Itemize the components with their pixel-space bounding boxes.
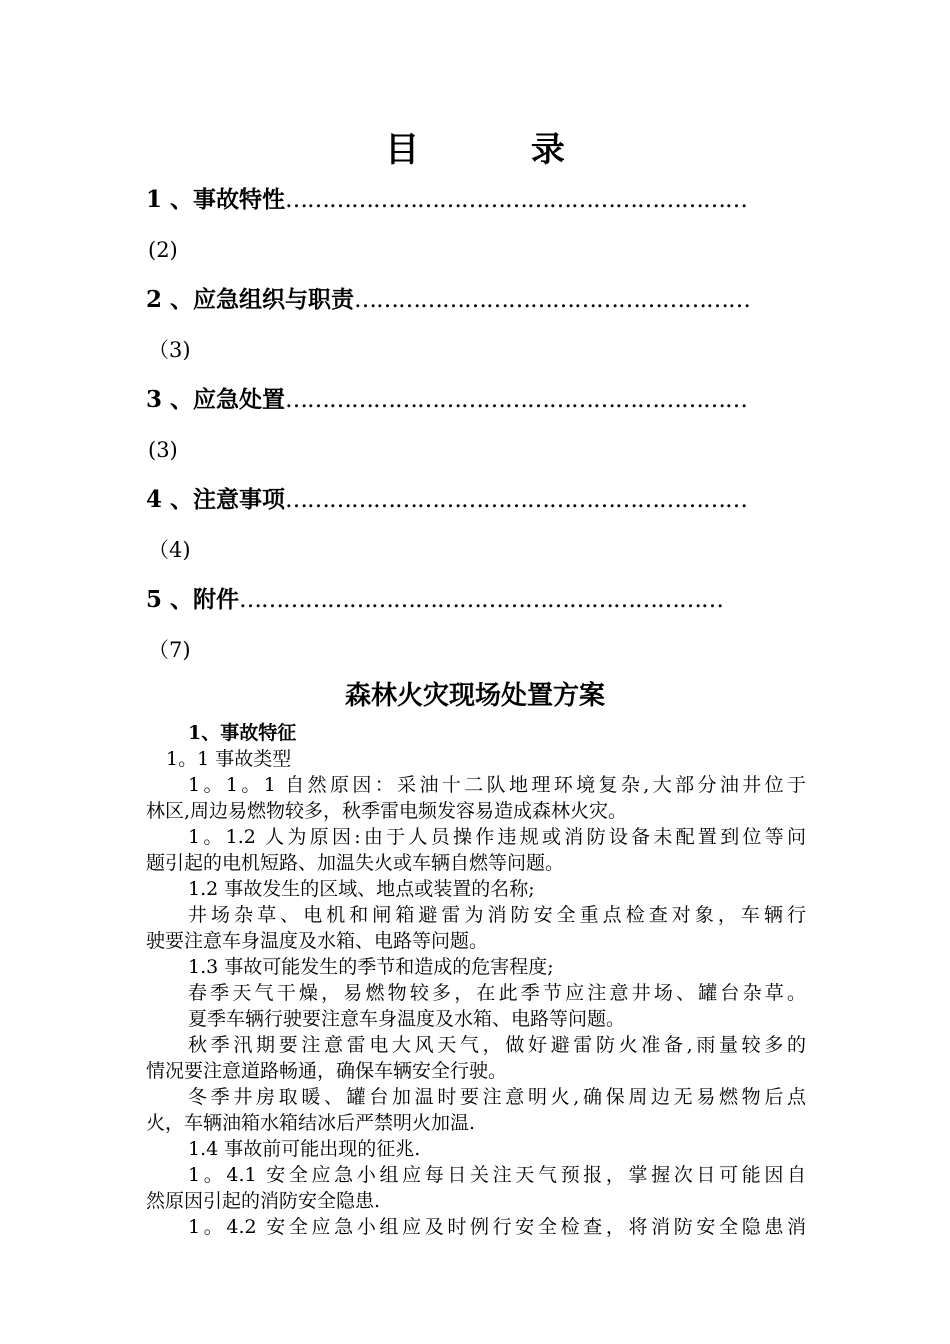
body-line: 1。4.1 安全应急小组应每日关注天气预报，掌握次日可能因自 <box>188 1164 806 1186</box>
body-line: 秋季汛期要注意雷电大风天气，做好避雷防火准备,雨量较多的 <box>188 1034 806 1056</box>
body-line: 1。1.2 人为原因:由于人员操作违规或消防设备未配置到位等问 <box>188 826 806 848</box>
toc-entry-3[interactable] <box>146 384 806 416</box>
toc-page-number: （3) <box>148 338 191 362</box>
toc-dot-leader: ……………………………………………………… <box>285 487 748 513</box>
body-line: 1.4 事故前可能出现的征兆. <box>188 1138 421 1160</box>
body-line: 情况要注意道路畅通，确保车辆安全行驶。 <box>146 1060 508 1082</box>
toc-dot-leader: ……………………………………………… <box>354 287 751 313</box>
toc-entry-label: 4 、注意事项 <box>146 486 286 513</box>
toc-page-number: (2) <box>148 238 178 262</box>
body-line: 1.3 事故可能发生的季节和造成的危害程度; <box>188 956 554 978</box>
toc-entry-4[interactable] <box>146 484 806 516</box>
toc-dot-leader: ……………………………………………………… <box>285 387 748 413</box>
toc-entry-label: 3 、应急处置 <box>146 386 286 413</box>
toc-dot-leader: ……………………………………………………… <box>285 187 748 213</box>
toc-dot-leader: ………………………………………………………… <box>239 587 724 613</box>
toc-entry-5[interactable] <box>146 584 806 616</box>
body-line: 1.2 事故发生的区域、地点或装置的名称; <box>188 878 535 900</box>
subsection-heading: 1。1 事故类型 <box>166 748 292 770</box>
document-title: 森林火灾现场处置方案 <box>344 681 605 711</box>
section-heading: 1、事故特征 <box>188 722 297 744</box>
body-line: 夏季车辆行驶要注意车身温度及水箱、电路等问题。 <box>188 1008 626 1030</box>
body-line: 驶要注意车身温度及水箱、电路等问题。 <box>146 930 489 952</box>
body-line: 冬季井房取暖、罐台加温时要注意明火,确保周边无易燃物后点 <box>188 1086 806 1108</box>
body-line: 然原因引起的消防安全隐患. <box>146 1190 381 1212</box>
body-line: 1。4.2 安全应急小组应及时例行安全检查，将消防安全隐患消 <box>188 1216 806 1238</box>
body-line: 题引起的电机短路、加温失火或车辆自燃等问题。 <box>146 852 565 874</box>
body-line: 火，车辆油箱水箱结冰后严禁明火加温. <box>146 1112 476 1134</box>
body-line: 林区,周边易燃物较多，秋季雷电频发容易造成森林火灾。 <box>146 800 628 822</box>
body-line: 1。1。1 自然原因：采油十二队地理环境复杂,大部分油井位于 <box>188 774 806 796</box>
toc-entry-label: 5 、附件 <box>146 586 240 613</box>
toc-entry-1[interactable] <box>146 184 806 216</box>
toc-entry-2[interactable] <box>146 284 806 316</box>
toc-entry-label: 1 、事故特性 <box>146 186 286 213</box>
toc-page-number: （7) <box>148 638 191 662</box>
body-line: 春季天气干燥，易燃物较多，在此季节应注意井场、罐台杂草。 <box>188 982 806 1004</box>
body-line: 井场杂草、电机和闸箱避雷为消防安全重点检查对象，车辆行 <box>188 904 806 926</box>
toc-page-number: （4) <box>148 538 191 562</box>
toc-title: 目 录 <box>385 130 615 170</box>
toc-entry-label: 2 、应急组织与职责 <box>146 286 355 313</box>
toc-page-number: (3) <box>148 438 178 462</box>
